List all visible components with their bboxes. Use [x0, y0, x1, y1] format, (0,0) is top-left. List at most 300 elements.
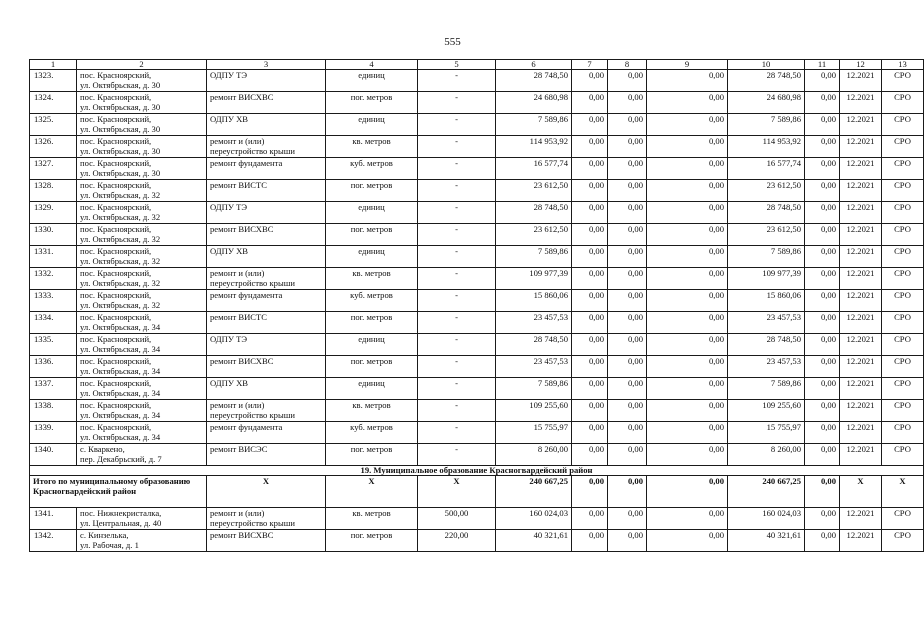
- column-number-12: 12: [840, 60, 882, 70]
- address: [77, 136, 207, 158]
- completion-date: 12.2021: [840, 312, 882, 334]
- col-7: 0,00: [572, 508, 608, 530]
- column-number-5: 5: [418, 60, 496, 70]
- quantity: -: [418, 444, 496, 466]
- address-line-2: ул. Октябрьская, д. 34: [80, 410, 161, 420]
- col-11: 0,00: [805, 508, 840, 530]
- address: [77, 92, 207, 114]
- work-type: [207, 356, 326, 378]
- unit: пог. метров: [326, 312, 418, 334]
- address-line-1: пос. Нижнекристалка,: [80, 508, 162, 518]
- row-number: 1342.: [30, 530, 77, 552]
- address-line-1: пос. Красноярский,: [80, 70, 152, 80]
- table-row: [30, 400, 924, 422]
- total-cost: 7 589,86: [496, 378, 572, 400]
- completion-date: 12.2021: [840, 92, 882, 114]
- total-c13: Х: [882, 476, 924, 508]
- work-type-line-1: ремонт фундамента: [210, 290, 283, 300]
- col-11: 0,00: [805, 158, 840, 180]
- col-11: 0,00: [805, 422, 840, 444]
- column-number-1: 1: [30, 60, 77, 70]
- col-10: 28 748,50: [728, 70, 805, 92]
- col-11: 0,00: [805, 444, 840, 466]
- address-line-1: пос. Красноярский,: [80, 334, 152, 344]
- address: [77, 356, 207, 378]
- quantity: -: [418, 224, 496, 246]
- table-row: [30, 312, 924, 334]
- address-line-2: ул. Октябрьская, д. 34: [80, 366, 161, 376]
- col-11: 0,00: [805, 70, 840, 92]
- work-type-line-1: ремонт ВИСТС: [210, 312, 268, 322]
- work-type-line-1: ремонт ВИСХВС: [210, 224, 274, 234]
- funding-source: СРО: [882, 400, 924, 422]
- col-9: 0,00: [647, 246, 728, 268]
- row-number: 1335.: [30, 334, 77, 356]
- completion-date: 12.2021: [840, 530, 882, 552]
- col-11: 0,00: [805, 136, 840, 158]
- row-number: 1327.: [30, 158, 77, 180]
- table-row: [30, 92, 924, 114]
- quantity: -: [418, 180, 496, 202]
- work-type: [207, 70, 326, 92]
- col-10: 114 953,92: [728, 136, 805, 158]
- col-11: 0,00: [805, 246, 840, 268]
- column-number-13: 13: [882, 60, 924, 70]
- col-10: 7 589,86: [728, 114, 805, 136]
- table-row: [30, 530, 924, 552]
- address-line-2: ул. Октябрьская, д. 30: [80, 168, 161, 178]
- total-cost: 160 024,03: [496, 508, 572, 530]
- row-number: 1326.: [30, 136, 77, 158]
- col-9: 0,00: [647, 356, 728, 378]
- completion-date: 12.2021: [840, 114, 882, 136]
- work-type-line-1: ремонт ВИСХВС: [210, 92, 274, 102]
- total-cost: 24 680,98: [496, 92, 572, 114]
- address: [77, 400, 207, 422]
- work-type-line-1: ремонт ВИСТС: [210, 180, 268, 190]
- funding-source: СРО: [882, 530, 924, 552]
- row-number: 1329.: [30, 202, 77, 224]
- table-row: [30, 114, 924, 136]
- col-9: 0,00: [647, 290, 728, 312]
- total-cost: 15 860,06: [496, 290, 572, 312]
- address: [77, 180, 207, 202]
- table-row: [30, 224, 924, 246]
- funding-source: СРО: [882, 422, 924, 444]
- quantity: -: [418, 202, 496, 224]
- row-number: 1325.: [30, 114, 77, 136]
- funding-source: СРО: [882, 508, 924, 530]
- quantity: -: [418, 378, 496, 400]
- col-7: 0,00: [572, 400, 608, 422]
- col-7: 0,00: [572, 92, 608, 114]
- col-9: 0,00: [647, 400, 728, 422]
- col-8: 0,00: [608, 356, 647, 378]
- col-9: 0,00: [647, 202, 728, 224]
- completion-date: 12.2021: [840, 180, 882, 202]
- section-header-row: [30, 466, 924, 476]
- col-7: 0,00: [572, 70, 608, 92]
- address-line-2: ул. Октябрьская, д. 34: [80, 432, 161, 442]
- funding-source: СРО: [882, 114, 924, 136]
- row-number: 1328.: [30, 180, 77, 202]
- table-body-upper: [30, 70, 924, 466]
- funding-source: СРО: [882, 70, 924, 92]
- completion-date: 12.2021: [840, 508, 882, 530]
- total-cost: 15 755,97: [496, 422, 572, 444]
- work-type: [207, 268, 326, 290]
- work-type: [207, 312, 326, 334]
- col-10: 15 755,97: [728, 422, 805, 444]
- row-number: 1323.: [30, 70, 77, 92]
- col-9: 0,00: [647, 312, 728, 334]
- quantity: -: [418, 158, 496, 180]
- funding-source: СРО: [882, 158, 924, 180]
- work-type-line-1: ОДПУ ТЭ: [210, 70, 248, 80]
- unit: кв. метров: [326, 400, 418, 422]
- completion-date: 12.2021: [840, 246, 882, 268]
- address: [77, 422, 207, 444]
- col-7: 0,00: [572, 268, 608, 290]
- col-10: 7 589,86: [728, 378, 805, 400]
- col-7: 0,00: [572, 202, 608, 224]
- row-number: 1339.: [30, 422, 77, 444]
- address-line-2: ул. Рабочая, д. 1: [80, 540, 139, 550]
- unit: пог. метров: [326, 180, 418, 202]
- unit: куб. метров: [326, 290, 418, 312]
- completion-date: 12.2021: [840, 268, 882, 290]
- completion-date: 12.2021: [840, 444, 882, 466]
- address-line-2: ул. Октябрьская, д. 32: [80, 256, 161, 266]
- address-line-1: с. Кваркено,: [80, 444, 125, 454]
- address-line-2: ул. Октябрьская, д. 32: [80, 190, 161, 200]
- completion-date: 12.2021: [840, 378, 882, 400]
- col-7: 0,00: [572, 136, 608, 158]
- work-type: [207, 224, 326, 246]
- col-7: 0,00: [572, 378, 608, 400]
- col-8: 0,00: [608, 92, 647, 114]
- table-row: [30, 290, 924, 312]
- unit: куб. метров: [326, 158, 418, 180]
- total-row: [30, 476, 924, 508]
- funding-source: СРО: [882, 180, 924, 202]
- address-line-2: ул. Октябрьская, д. 30: [80, 102, 161, 112]
- col-8: 0,00: [608, 114, 647, 136]
- address-line-2: ул. Октябрьская, д. 34: [80, 388, 161, 398]
- address: [77, 70, 207, 92]
- col-11: 0,00: [805, 180, 840, 202]
- work-type-line-2: переустройство крыши: [210, 146, 295, 156]
- completion-date: 12.2021: [840, 224, 882, 246]
- col-8: 0,00: [608, 378, 647, 400]
- unit: пог. метров: [326, 92, 418, 114]
- col-8: 0,00: [608, 202, 647, 224]
- funding-source: СРО: [882, 312, 924, 334]
- address: [77, 334, 207, 356]
- unit: единиц: [326, 334, 418, 356]
- address: [77, 508, 207, 530]
- col-10: 23 612,50: [728, 224, 805, 246]
- work-type: [207, 136, 326, 158]
- col-10: 23 457,53: [728, 312, 805, 334]
- col-8: 0,00: [608, 530, 647, 552]
- col-7: 0,00: [572, 246, 608, 268]
- row-number: 1330.: [30, 224, 77, 246]
- address-line-1: пос. Красноярский,: [80, 114, 152, 124]
- total-label: Итого по муниципальному образованию Красногвардейский район: [30, 476, 207, 508]
- col-10: 160 024,03: [728, 508, 805, 530]
- address-line-1: пос. Красноярский,: [80, 92, 152, 102]
- completion-date: 12.2021: [840, 290, 882, 312]
- col-10: 28 748,50: [728, 334, 805, 356]
- total-cost: 40 321,61: [496, 530, 572, 552]
- work-type: [207, 400, 326, 422]
- col-8: 0,00: [608, 268, 647, 290]
- work-type-line-1: ремонт ВИСЭС: [210, 444, 268, 454]
- address-line-1: пос. Красноярский,: [80, 422, 152, 432]
- total-cost: 109 977,39: [496, 268, 572, 290]
- row-number: 1341.: [30, 508, 77, 530]
- col-9: 0,00: [647, 508, 728, 530]
- col-8: 0,00: [608, 180, 647, 202]
- work-type-line-1: ОДПУ ХВ: [210, 378, 249, 388]
- column-number-11: 11: [805, 60, 840, 70]
- table-row: [30, 202, 924, 224]
- work-type: [207, 158, 326, 180]
- completion-date: 12.2021: [840, 356, 882, 378]
- col-9: 0,00: [647, 180, 728, 202]
- row-number: 1333.: [30, 290, 77, 312]
- table-row: [30, 246, 924, 268]
- total-c10: 240 667,25: [728, 476, 805, 508]
- table-row: [30, 268, 924, 290]
- work-type-line-1: ОДПУ ХВ: [210, 246, 249, 256]
- work-type-line-1: ремонт фундамента: [210, 158, 283, 168]
- quantity: -: [418, 334, 496, 356]
- col-11: 0,00: [805, 268, 840, 290]
- col-7: 0,00: [572, 334, 608, 356]
- address-line-2: ул. Октябрьская, д. 32: [80, 278, 161, 288]
- table-row: [30, 180, 924, 202]
- col-10: 109 977,39: [728, 268, 805, 290]
- row-number: 1332.: [30, 268, 77, 290]
- funding-source: СРО: [882, 290, 924, 312]
- col-10: 7 589,86: [728, 246, 805, 268]
- total-sum: 240 667,25: [496, 476, 572, 508]
- col-7: 0,00: [572, 422, 608, 444]
- address-line-1: пос. Красноярский,: [80, 268, 152, 278]
- work-type-line-1: ремонт и (или): [210, 268, 265, 278]
- address: [77, 246, 207, 268]
- row-number: 1336.: [30, 356, 77, 378]
- address: [77, 224, 207, 246]
- address-line-2: ул. Октябрьская, д. 30: [80, 124, 161, 134]
- address-line-2: ул. Октябрьская, д. 34: [80, 344, 161, 354]
- unit: кв. метров: [326, 268, 418, 290]
- col-8: 0,00: [608, 158, 647, 180]
- col-7: 0,00: [572, 530, 608, 552]
- col-7: 0,00: [572, 180, 608, 202]
- total-cost: 23 457,53: [496, 356, 572, 378]
- quantity: -: [418, 400, 496, 422]
- address-line-1: с. Кинзелька,: [80, 530, 129, 540]
- column-number-7: 7: [572, 60, 608, 70]
- total-cost: 28 748,50: [496, 202, 572, 224]
- col-7: 0,00: [572, 356, 608, 378]
- col-8: 0,00: [608, 312, 647, 334]
- unit: единиц: [326, 114, 418, 136]
- col-11: 0,00: [805, 224, 840, 246]
- unit: единиц: [326, 378, 418, 400]
- quantity: 500,00: [418, 508, 496, 530]
- funding-source: СРО: [882, 92, 924, 114]
- address-line-2: ул. Октябрьская, д. 34: [80, 322, 161, 332]
- address-line-2: ул. Центральная, д. 40: [80, 518, 162, 528]
- col-8: 0,00: [608, 444, 647, 466]
- address-line-1: пос. Красноярский,: [80, 202, 152, 212]
- col-11: 0,00: [805, 356, 840, 378]
- total-c3: Х: [207, 476, 326, 508]
- col-10: 24 680,98: [728, 92, 805, 114]
- address: [77, 312, 207, 334]
- address-line-1: пос. Красноярский,: [80, 312, 152, 322]
- table-row: [30, 334, 924, 356]
- address: [77, 158, 207, 180]
- col-10: 8 260,00: [728, 444, 805, 466]
- address-line-2: ул. Октябрьская, д. 32: [80, 234, 161, 244]
- funding-source: СРО: [882, 246, 924, 268]
- work-type-line-2: переустройство крыши: [210, 278, 295, 288]
- work-type: [207, 114, 326, 136]
- col-10: 23 612,50: [728, 180, 805, 202]
- unit: единиц: [326, 202, 418, 224]
- total-cost: 8 260,00: [496, 444, 572, 466]
- col-7: 0,00: [572, 444, 608, 466]
- col-8: 0,00: [608, 422, 647, 444]
- row-number: 1331.: [30, 246, 77, 268]
- funding-source: СРО: [882, 334, 924, 356]
- work-type-line-1: ремонт и (или): [210, 508, 265, 518]
- work-type-line-1: ремонт ВИСХВС: [210, 530, 274, 540]
- col-10: 40 321,61: [728, 530, 805, 552]
- row-number: 1324.: [30, 92, 77, 114]
- work-type-line-2: переустройство крыши: [210, 518, 295, 528]
- address-line-1: пос. Красноярский,: [80, 180, 152, 190]
- quantity: -: [418, 268, 496, 290]
- total-c11: 0,00: [805, 476, 840, 508]
- col-9: 0,00: [647, 422, 728, 444]
- col-7: 0,00: [572, 312, 608, 334]
- col-8: 0,00: [608, 508, 647, 530]
- page-number: 555: [444, 36, 461, 48]
- quantity: -: [418, 114, 496, 136]
- table-row: [30, 378, 924, 400]
- col-10: 15 860,06: [728, 290, 805, 312]
- col-11: 0,00: [805, 530, 840, 552]
- work-type: [207, 92, 326, 114]
- address-line-1: пос. Красноярский,: [80, 158, 152, 168]
- funding-source: СРО: [882, 268, 924, 290]
- completion-date: 12.2021: [840, 202, 882, 224]
- work-type: [207, 202, 326, 224]
- col-11: 0,00: [805, 400, 840, 422]
- completion-date: 12.2021: [840, 136, 882, 158]
- table-row: [30, 356, 924, 378]
- column-number-header: [30, 60, 924, 70]
- row-number: 1334.: [30, 312, 77, 334]
- unit: кв. метров: [326, 136, 418, 158]
- work-type-line-1: ОДПУ ТЭ: [210, 202, 248, 212]
- quantity: -: [418, 92, 496, 114]
- funding-source: СРО: [882, 356, 924, 378]
- col-9: 0,00: [647, 114, 728, 136]
- col-7: 0,00: [572, 290, 608, 312]
- program-table: [29, 59, 924, 552]
- work-type-line-2: переустройство крыши: [210, 410, 295, 420]
- section-block: [30, 466, 924, 508]
- total-c9: 0,00: [647, 476, 728, 508]
- total-c8: 0,00: [608, 476, 647, 508]
- address-line-2: ул. Октябрьская, д. 32: [80, 300, 161, 310]
- work-type: [207, 530, 326, 552]
- total-cost: 23 612,50: [496, 180, 572, 202]
- address-line-1: пос. Красноярский,: [80, 290, 152, 300]
- work-type-line-1: ОДПУ ХВ: [210, 114, 249, 124]
- section-title: 19. Муниципальное образование Красногвардейский район: [30, 466, 924, 476]
- col-9: 0,00: [647, 444, 728, 466]
- address-line-2: ул. Октябрьская, д. 32: [80, 212, 161, 222]
- work-type: [207, 246, 326, 268]
- col-8: 0,00: [608, 224, 647, 246]
- total-c5: Х: [418, 476, 496, 508]
- unit: куб. метров: [326, 422, 418, 444]
- address: [77, 444, 207, 466]
- funding-source: СРО: [882, 224, 924, 246]
- col-7: 0,00: [572, 114, 608, 136]
- work-type: [207, 180, 326, 202]
- quantity: -: [418, 290, 496, 312]
- total-cost: 16 577,74: [496, 158, 572, 180]
- total-cost: 7 589,86: [496, 246, 572, 268]
- completion-date: 12.2021: [840, 70, 882, 92]
- total-cost: 28 748,50: [496, 70, 572, 92]
- col-11: 0,00: [805, 334, 840, 356]
- quantity: -: [418, 356, 496, 378]
- quantity: -: [418, 136, 496, 158]
- total-cost: 114 953,92: [496, 136, 572, 158]
- col-11: 0,00: [805, 114, 840, 136]
- total-cost: 7 589,86: [496, 114, 572, 136]
- unit: кв. метров: [326, 508, 418, 530]
- unit: пог. метров: [326, 356, 418, 378]
- col-10: 28 748,50: [728, 202, 805, 224]
- table-row: [30, 70, 924, 92]
- total-c12: Х: [840, 476, 882, 508]
- row-number: 1338.: [30, 400, 77, 422]
- col-8: 0,00: [608, 400, 647, 422]
- address-line-2: ул. Октябрьская, д. 30: [80, 146, 161, 156]
- column-number-10: 10: [728, 60, 805, 70]
- work-type: [207, 290, 326, 312]
- unit: единиц: [326, 70, 418, 92]
- col-9: 0,00: [647, 158, 728, 180]
- quantity: -: [418, 312, 496, 334]
- completion-date: 12.2021: [840, 158, 882, 180]
- address-line-2: пер. Декабрьский, д. 7: [80, 454, 162, 464]
- work-type: [207, 334, 326, 356]
- column-number-4: 4: [326, 60, 418, 70]
- col-9: 0,00: [647, 92, 728, 114]
